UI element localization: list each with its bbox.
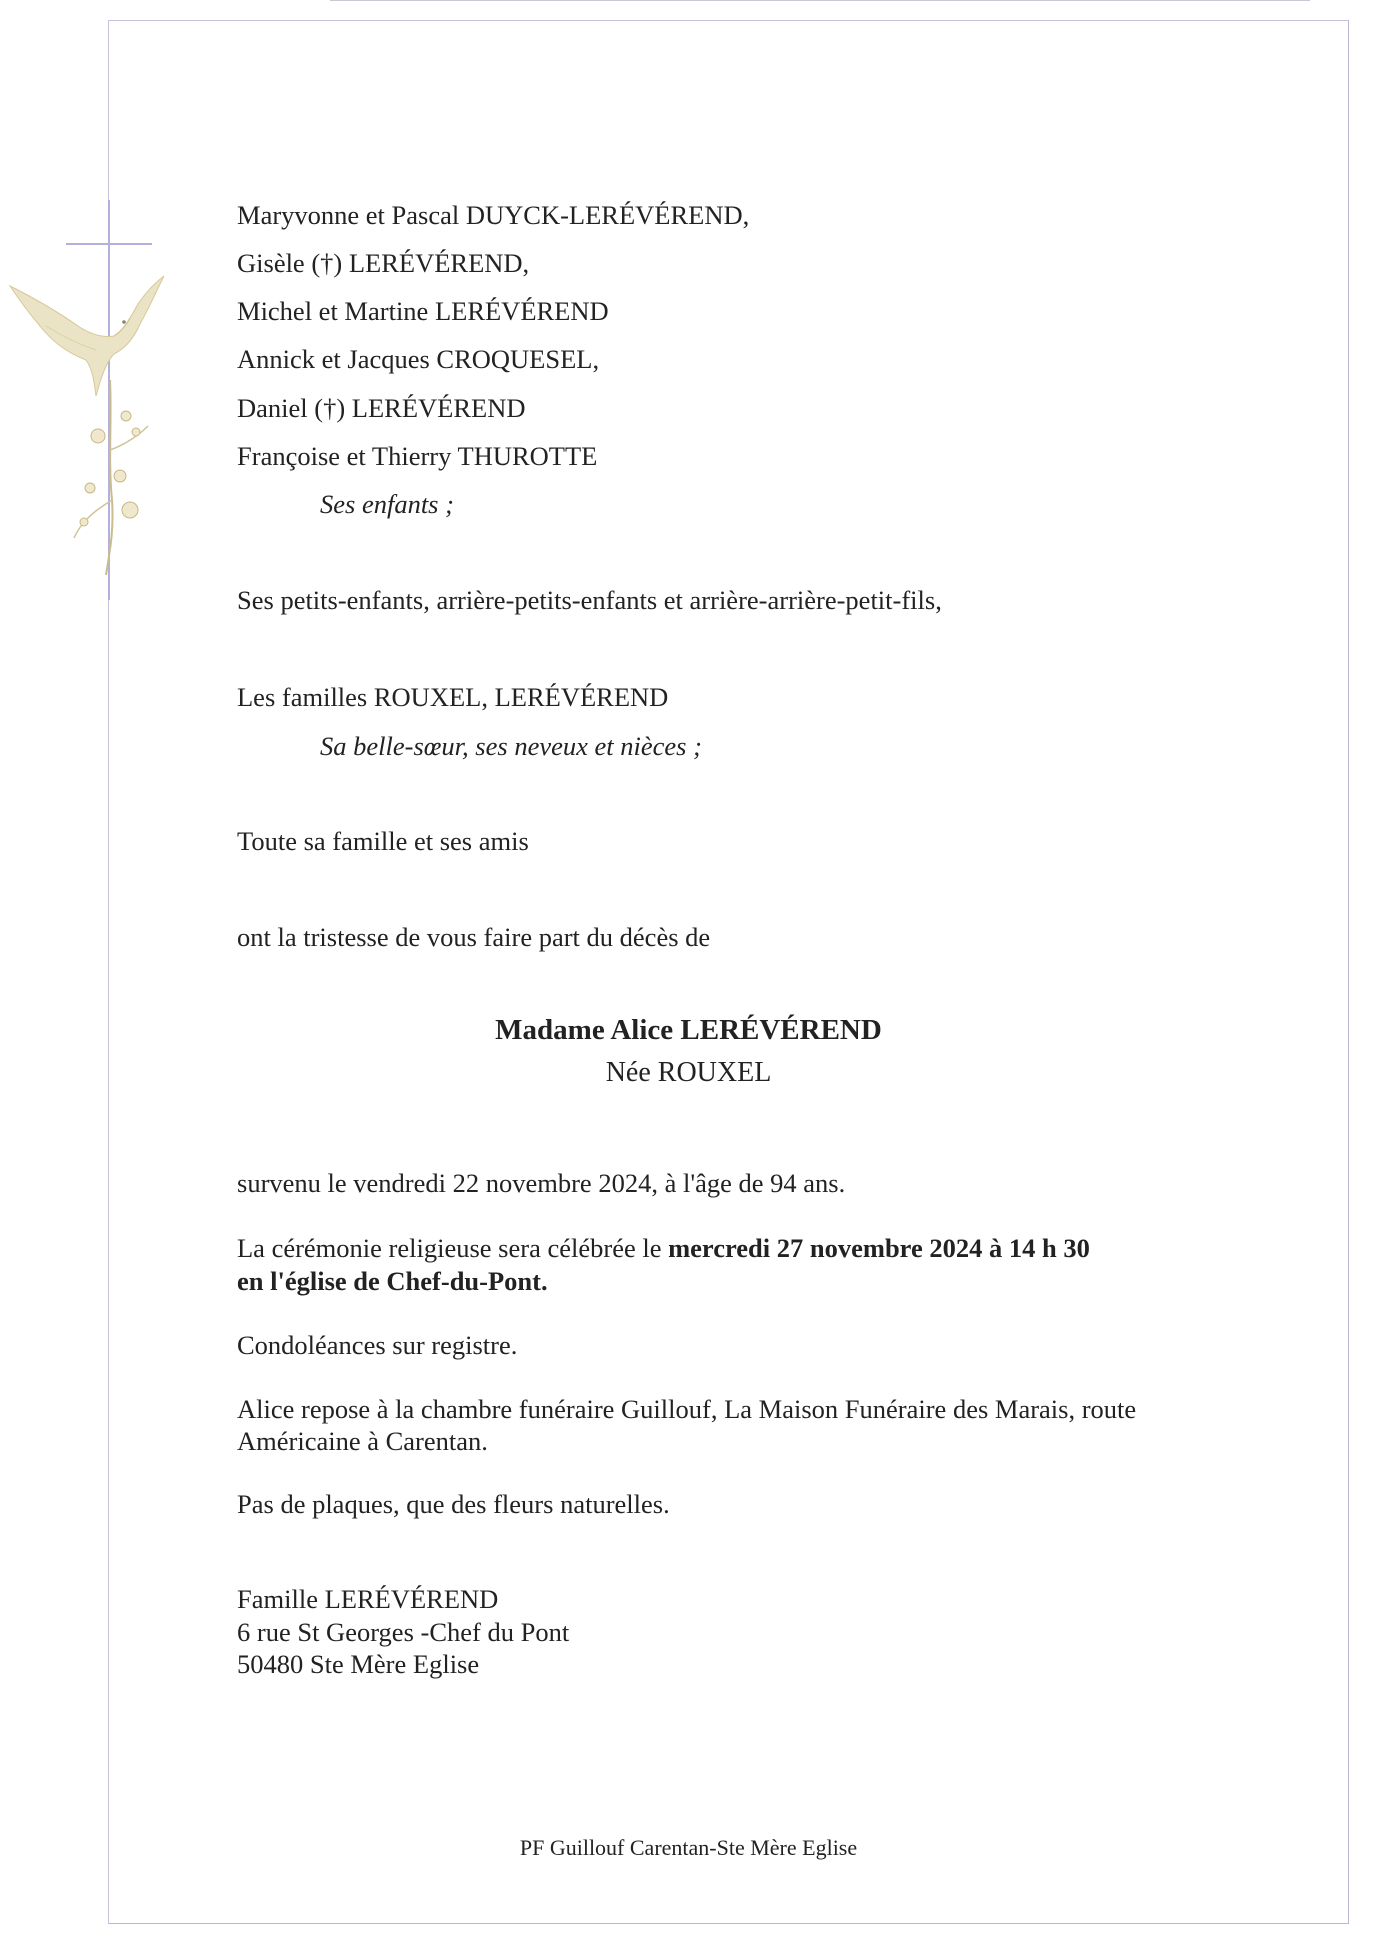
announce-line: ont la tristesse de vous faire part du décès de (237, 922, 711, 952)
family-line-4: Annick et Jacques CROQUESEL, (237, 344, 600, 374)
footer-text: PF Guillouf Carentan-Ste Mère Eglise (519, 1835, 858, 1860)
ceremony-intro: La cérémonie religieuse sera célébrée le (237, 1233, 669, 1263)
grandchildren-line: Ses petits-enfants, arrière-petits-enfants et arrière-arrière-petit-fils, (237, 585, 942, 615)
families-line: Les familles ROUXEL, LERÉVÉREND (237, 682, 669, 712)
family-line-6: Françoise et Thierry THUROTTE (237, 441, 598, 471)
condolences-line: Condoléances sur registre. (237, 1330, 518, 1360)
family-line-5: Daniel (†) LERÉVÉREND (237, 393, 526, 423)
families-label: Sa belle-sœur, ses neveux et nièces ; (320, 731, 702, 761)
deceased-maiden-name: Née ROUXEL (605, 1057, 772, 1088)
family-line-2: Gisèle (†) LERÉVÉREND, (237, 248, 530, 278)
ceremony-place-text: en l'église de Chef-du-Pont. (237, 1266, 548, 1296)
ceremony-date-time: mercredi 27 novembre 2024 à 14 h 30 (668, 1233, 1090, 1263)
address-city: 50480 Ste Mère Eglise (237, 1649, 480, 1679)
ceremony-place (237, 1265, 548, 1297)
address-street: 6 rue St Georges -Chef du Pont (237, 1617, 570, 1647)
friends-line: Toute sa famille et ses amis (237, 826, 529, 856)
flowers-line: Pas de plaques, que des fleurs naturelles. (237, 1489, 670, 1519)
top-scan-line (330, 0, 1310, 1)
rest-line-2: Américaine à Carentan. (237, 1426, 488, 1456)
death-info: survenu le vendredi 22 novembre 2024, à l'âge de 94 ans. (237, 1168, 846, 1198)
family-line-1: Maryvonne et Pascal DUYCK-LERÉVÉREND, (237, 200, 750, 230)
children-label: Ses enfants ; (320, 489, 454, 519)
address-name: Famille LERÉVÉREND (237, 1584, 499, 1614)
rest-line-1: Alice repose à la chambre funéraire Guillouf, La Maison Funéraire des Marais, route (237, 1394, 1137, 1424)
ceremony-line (237, 1232, 1090, 1264)
deceased-name: Madame Alice LERÉVÉREND (495, 1014, 882, 1046)
flower-sprig-icon (70, 380, 160, 580)
family-line-3: Michel et Martine LERÉVÉREND (237, 296, 609, 326)
cross-icon-horizontal (66, 243, 152, 245)
